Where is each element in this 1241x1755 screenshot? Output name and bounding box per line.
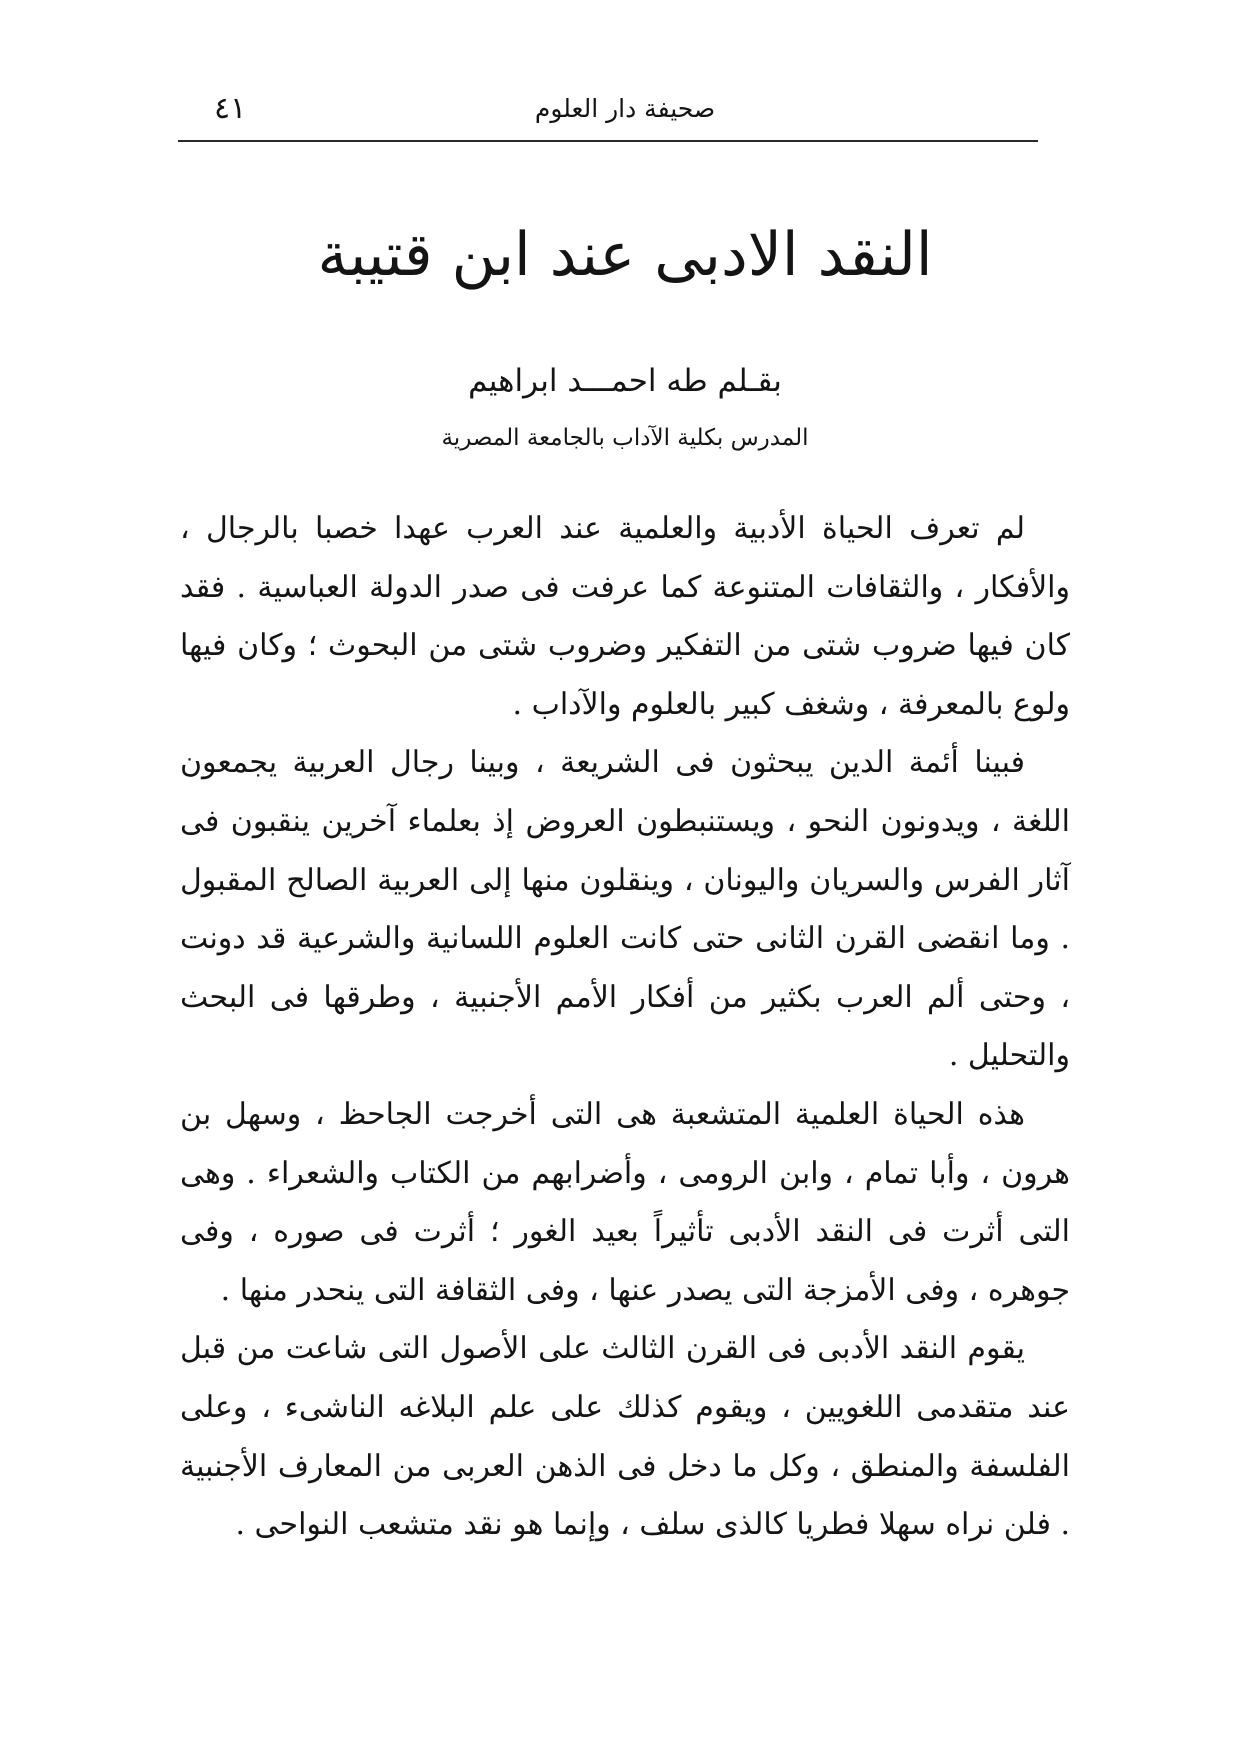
body-paragraph: فبينا أئمة الدين يبحثون فى الشريعة ، وبينا رجال العربية يجمعون اللغة ، ويدونون النحو ، ويستنبطون العروض إذ بعلماء آخرين ينقبون فى آثار الفرس والسريان واليونان ، وينقلون منها إلى العربية الصالح المقبول . وما انقضى القرن الثانى حتى كانت العلوم اللسانية والشرعية قد دونت ، وحتى ألم العرب بكثير من أفكار الأمم الأجنبية ، وطرقها فى البحث والتحليل . (180, 745, 1070, 1074)
running-title: صحيفة دار العلوم (534, 94, 716, 123)
body-paragraph: هذه الحياة العلمية المتشعبة هى التى أخرجت الجاحظ ، وسهل بن هرون ، وأبا تمام ، وابن الرومى ، وأضرابهم من الكتاب والشعراء . وهى التى أثرت فى النقد الأدبى تأثيراً بعيد الغور ؛ أثرت فى صوره ، وفى جوهره ، وفى الأمزجة التى يصدر عنها ، وفى الثقافة التى ينحدر منها . (180, 1096, 1070, 1308)
body-paragraph: لم تعرف الحياة الأدبية والعلمية عند العرب عهدا خصبا بالرجال ، والأفكار ، والثقافات المتنوعة كما عرفت فى صدر الدولة العباسية . فقد كان فيها ضروب شتى من التفكير وضروب شتى من البحوث ؛ وكان فيها ولوع بالمعرفة ، وشغف كبير بالعلوم والآداب . (180, 511, 1070, 722)
author-byline: بقـلم طه احمـــد ابراهيم (468, 363, 782, 399)
body-paragraph: يقوم النقد الأدبى فى القرن الثالث على الأصول التى شاعت من قبل عند متقدمى اللغويين ، ويقوم كذلك على علم البلاغه الناشىء ، وعلى الفلسفة والمنطق ، وكل ما دخل فى الذهن العربى من المعارف الأجنبية . فلن نراه سهلا فطريا كالذى سلف ، وإنما هو نقد متشعب النواحى . (180, 1331, 1070, 1543)
header-rule (178, 140, 1038, 142)
page-number: ٤١ (214, 91, 247, 126)
article-title: النقد الادبى عند ابن قتيبة (317, 220, 933, 290)
author-affiliation: المدرس بكلية الآداب بالجامعة المصرية (441, 425, 809, 451)
running-head (180, 84, 1070, 134)
article-body (180, 500, 1070, 1555)
